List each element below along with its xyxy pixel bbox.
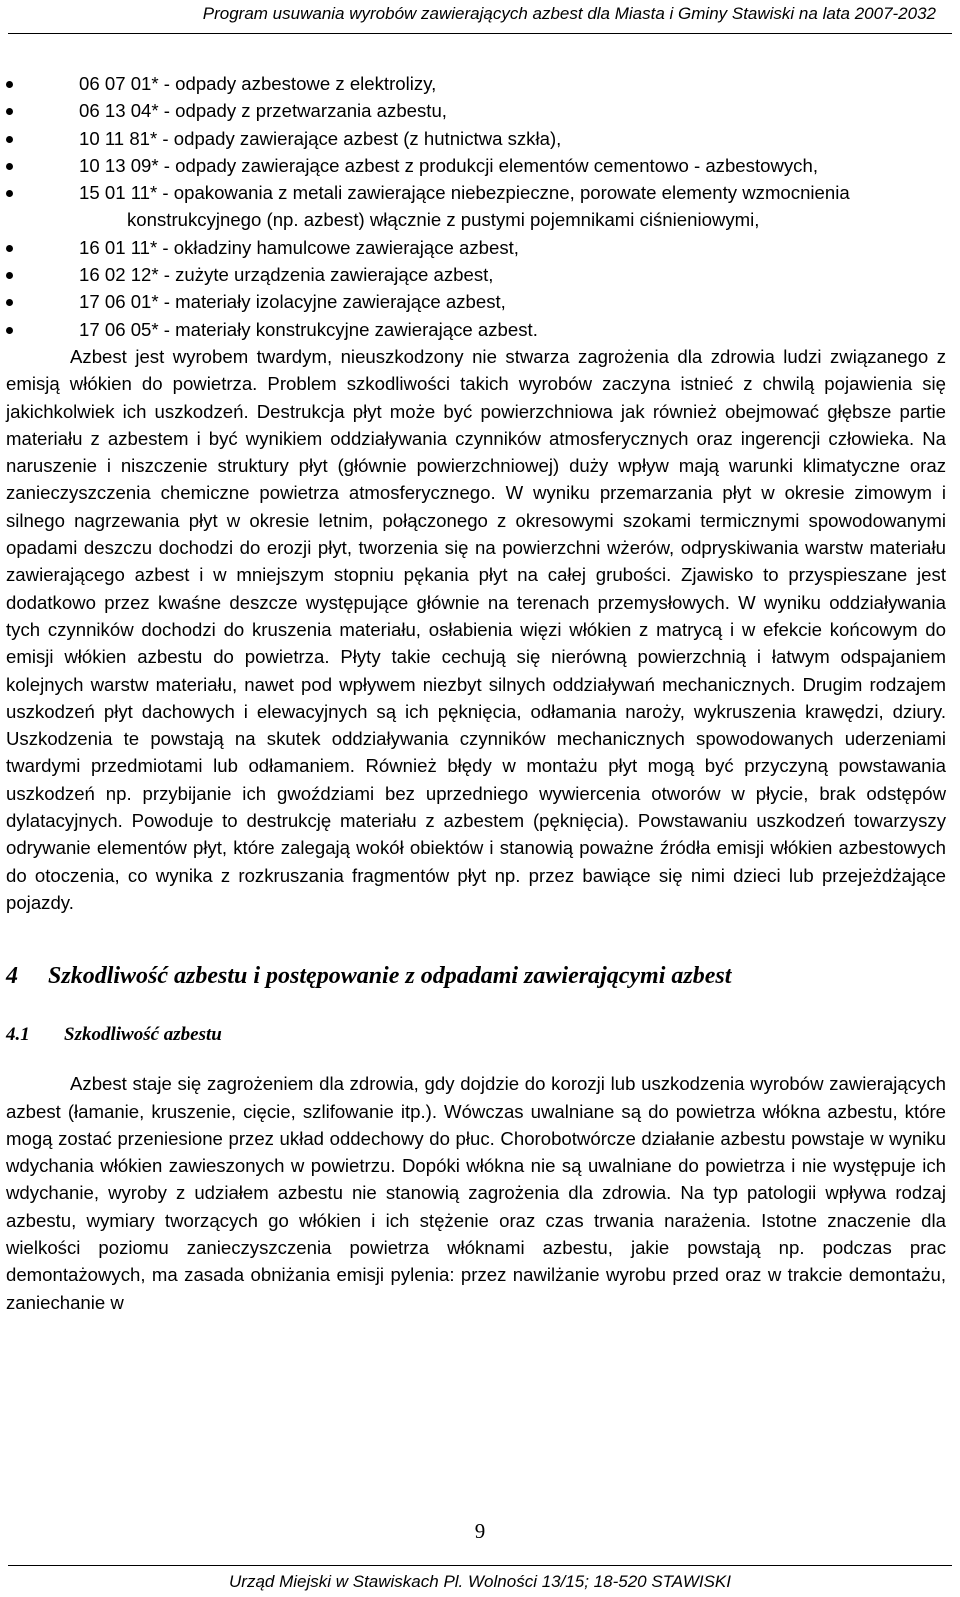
running-header: Program usuwania wyrobów zawierających azbest dla Miasta i Gminy Stawiski na lata 2007-2032 bbox=[202, 4, 936, 23]
subsection-heading bbox=[6, 1020, 946, 1050]
header-rule bbox=[8, 33, 952, 34]
section-number: 4 bbox=[6, 963, 18, 990]
list-item: 17 06 01* - materiały izolacyjne zawierające azbest, bbox=[6, 288, 946, 315]
bullet-icon bbox=[6, 299, 13, 306]
bullet-icon bbox=[6, 272, 13, 279]
bullet-icon bbox=[6, 245, 13, 252]
running-footer: Urząd Miejski w Stawiskach Pl. Wolności 13/15; 18-520 STAWISKI bbox=[229, 1572, 731, 1591]
list-item: 10 13 09* - odpady zawierające azbest z produkcji elementów cementowo - azbestowych, bbox=[6, 152, 946, 179]
bullet-icon bbox=[6, 81, 13, 88]
waste-code-list bbox=[6, 70, 946, 343]
list-item: 16 02 12* - zużyte urządzenia zawierające azbest, bbox=[6, 261, 946, 288]
page-content bbox=[6, 70, 946, 1316]
page-number: 9 bbox=[474, 1519, 486, 1543]
footer-rule bbox=[8, 1565, 952, 1566]
subsection-number: 4.1 bbox=[6, 1024, 30, 1046]
list-item: 17 06 05* - materiały konstrukcyjne zawierające azbest. bbox=[6, 316, 946, 343]
list-item: 10 11 81* - odpady zawierające azbest (z hutnictwa szkła), bbox=[6, 125, 946, 152]
body-paragraph: Azbest jest wyrobem twardym, nieuszkodzony nie stwarza zagrożenia dla zdrowia ludzi związanego z emisją włókien do powietrza. Problem szkodliwości takich wyrobów zaczyna istnieć z chwilą pojawienia się jakichkolwiek ich uszkodzeń. Destrukcja płyt może być powierzchniowa jak również obejmować głębsze partie materiału z azbestem i być wynikiem oddziaływania czynników atmosferycznych oraz ingerencji człowieka. Na naruszenie i niszczenie struktury płyt (głównie powierzchniowej) duży wpływ mają warunki klimatyczne oraz zanieczyszczenia chemiczne powietrza atmosferycznego. W wyniku przemarzania płyt w okresie zimowym i silnego nagrzewania płyt w okresie letnim, połączonego z okresowymi szokami termicznymi spowodowanymi opadami deszczu dochodzi do erozji płyt, tworzenia się na powierzchni wżerów, odpryskiwania warstw materiału zawierającego azbest i w mniejszym stopniu pękania płyt na całej grubości. Zjawisko to przyspieszane jest dodatkowo przez kwaśne deszcze występujące głównie na terenach przemysłowych. W wyniku oddziaływania tych czynników dochodzi do kruszenia materiału, osłabienia więzi włókien z matrycą i w efekcie końcowym do emisji włókien azbestu do powietrza. Płyty takie cechują się nierówną powierzchnią i łatwym odspajaniem kolejnych warstw materiału, nawet pod wpływem niezbyt silnych oddziaływań mechanicznych. Drugim rodzajem uszkodzeń płyt dachowych i elewacyjnych są ich pęknięcia, odłamania naroży, wykruszenia krawędzi, dziury. Uszkodzenia te powstają na skutek oddziaływania czynników mechanicznych spowodowanych uderzeniami twardymi przedmiotami lub odłamaniem. Również błędy w montażu płyt mogą być przyczyną powstawania uszkodzeń np. przybijanie ich gwoździami bez uprzedniego wywiercenia otworów w płycie, brak odstępów dylatacyjnych. Powoduje to destrukcję materiału z azbestem (pęknięcia). Powstawaniu uszkodzeń towarzyszy odrywanie elementów płyt, które zalegają wokół obiektów i stanowią poważne źródła emisji włókien azbestowych do otoczenia, co wynika z rozkruszania fragmentów płyt np. przez bawiące się nimi dzieci lub przejeżdżające pojazdy. bbox=[6, 345, 946, 913]
list-item: 15 01 11* - opakowania z metali zawierające niebezpieczne, porowate elementy wzmocnienia konstrukcyjnego (np. azbest) włącznie z pustymi pojemnikami ciśnieniowymi, bbox=[6, 179, 946, 234]
body-paragraph: Azbest staje się zagrożeniem dla zdrowia, gdy dojdzie do korozji lub uszkodzenia wyrobów zawierających azbest (łamanie, kruszenie, cięcie, szlifowanie itp.). Wówczas uwalniane są do powietrza włókna azbestu, które mogą zostać przeniesione przez układ oddechowy do płuc. Chorobotwórcze działanie azbestu powstaje w wyniku wdychania włókien zawieszonych w powietrzu. Dopóki włókna nie są uwalniane do powietrza i nie występuje ich wdychanie, wyroby z udziałem azbestu nie stanowią zagrożenia dla zdrowia. Na typ patologii wpływa rodzaj azbestu, wymiary tworzących go włókien i ich stężenie oraz czas trwania narażenia. Istotne znaczenie dla wielkości poziomu zanieczyszczenia powietrza włóknami azbestu, jakie powstają np. podczas prac demontażowych, ma zasada obniżania emisji pylenia: przez nawilżanie wyrobu przed oraz w trakcie demontażu, zaniechanie w bbox=[6, 1073, 946, 1313]
bullet-icon bbox=[6, 190, 13, 197]
bullet-icon bbox=[6, 136, 13, 143]
subsection-title: Szkodliwość azbestu bbox=[64, 1024, 222, 1046]
bullet-icon bbox=[6, 327, 13, 334]
list-item: 06 07 01* - odpady azbestowe z elektrolizy, bbox=[6, 70, 946, 97]
section-title: Szkodliwość azbestu i postępowanie z odpadami zawierającymi azbest bbox=[48, 963, 732, 990]
bullet-icon bbox=[6, 108, 13, 115]
list-item: 16 01 11* - okładziny hamulcowe zawierające azbest, bbox=[6, 234, 946, 261]
bullet-icon bbox=[6, 163, 13, 170]
section-heading bbox=[6, 956, 946, 996]
list-item: 06 13 04* - odpady z przetwarzania azbestu, bbox=[6, 97, 946, 124]
